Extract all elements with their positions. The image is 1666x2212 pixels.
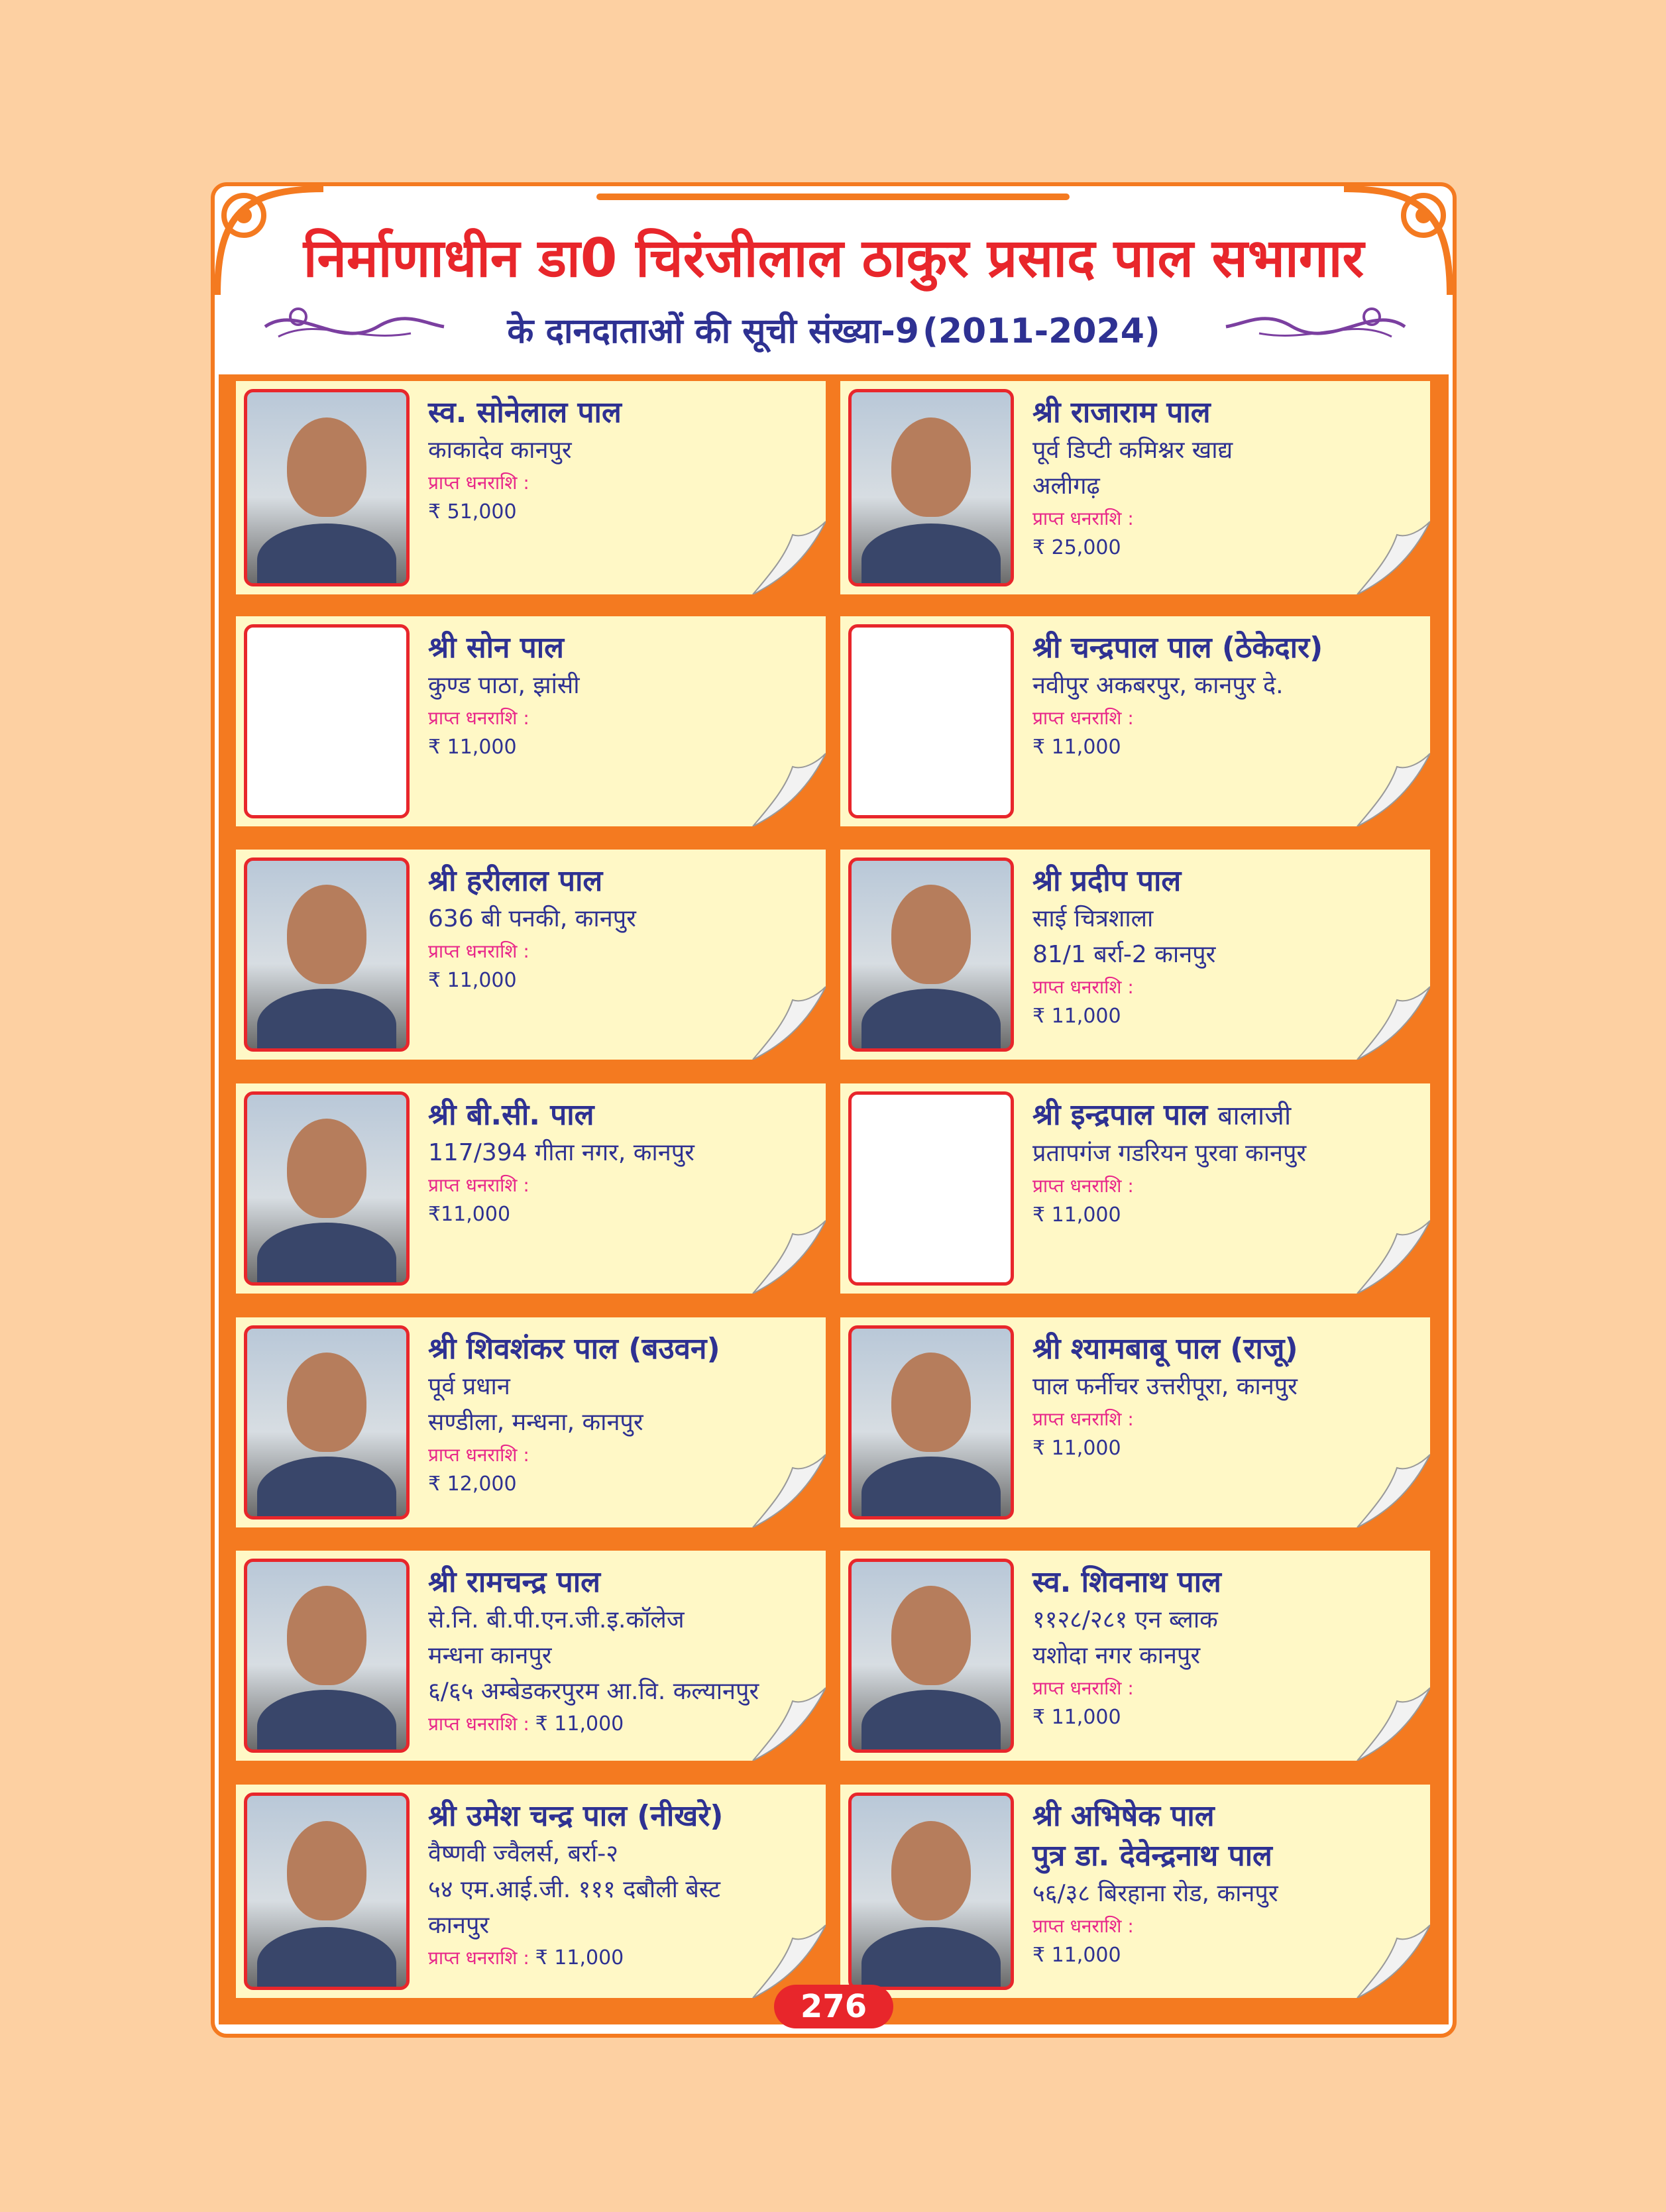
donor-address-line: पाल फर्नीचर उत्तरीपूरा, कानपुर — [1032, 1373, 1298, 1400]
donor-address-line: प्रतापगंज गडरियन पुरवा कानपुर — [1032, 1140, 1307, 1167]
donor-name-text: श्री सोन पाल — [428, 631, 564, 665]
donor-name — [1032, 861, 1423, 901]
donor-name — [1032, 1797, 1423, 1836]
amount-value: ₹ 11,000 — [1032, 1203, 1121, 1227]
donor-name — [428, 1095, 819, 1135]
person-head-icon — [287, 1821, 366, 1920]
amount-value: ₹11,000 — [428, 1203, 511, 1226]
donor-photo — [848, 389, 1014, 586]
donor-card — [236, 1317, 826, 1527]
person-torso-icon — [861, 989, 1001, 1052]
page-curl-icon — [740, 740, 826, 826]
page-curl-icon — [1344, 973, 1430, 1060]
amount-label: प्राप्त धनराशि : — [428, 707, 529, 729]
person-head-icon — [287, 1119, 366, 1218]
donor-name — [1032, 1563, 1423, 1602]
donor-card — [840, 1551, 1430, 1761]
donor-address-line: पूर्व डिप्टी कमिश्नर खाद्य — [1032, 437, 1233, 464]
amount-value: ₹ 51,000 — [428, 500, 517, 524]
person-head-icon — [891, 1821, 971, 1920]
donor-address-line: कुण्ड पाठा, झांसी — [428, 672, 580, 699]
donor-card — [840, 1317, 1430, 1527]
donor-card — [840, 1083, 1430, 1294]
donor-card — [236, 1785, 826, 1998]
donor-name-text: श्री इन्द्रपाल पाल — [1032, 1098, 1208, 1132]
donor-address-line: ११२८/२८१ एन ब्लाक — [1032, 1606, 1218, 1633]
amount-label: प्राप्त धनराशि : — [1032, 1915, 1134, 1937]
amount-value: ₹ 11,000 — [1032, 1005, 1121, 1028]
person-head-icon — [891, 885, 971, 984]
amount-label: प्राप्त धनराशि : — [428, 1947, 529, 1969]
donor-name-text: श्री उमेश चन्द्र पाल (नीखरे) — [428, 1799, 724, 1833]
donor-name-text: श्री हरीलाल पाल — [428, 864, 603, 898]
donor-card — [236, 616, 826, 826]
subtitle-years: (2011-2024) — [922, 311, 1160, 351]
amount-label: प्राप्त धनराशि : — [1032, 1175, 1134, 1197]
donor-address-line: यशोदा नगर कानपुर — [1032, 1642, 1201, 1669]
person-head-icon — [891, 1586, 971, 1685]
page-curl-icon — [740, 1207, 826, 1294]
donor-name-text: श्री रामचन्द्र पाल — [428, 1565, 601, 1599]
donor-name — [428, 1563, 819, 1602]
amount-label: प्राप्त धनराशि : — [1032, 707, 1134, 729]
page-curl-icon — [1344, 1912, 1430, 1998]
person-torso-icon — [861, 1690, 1001, 1753]
page-number: 276 — [774, 1985, 893, 2028]
donor-name-text: श्री श्यामबाबू पाल (राजू) — [1032, 1332, 1298, 1366]
person-head-icon — [287, 1586, 366, 1685]
amount-value: ₹ 11,000 — [535, 1946, 624, 1969]
donor-photo — [848, 1325, 1014, 1520]
donor-address-line: से.नि. बी.पी.एन.जी.इ.कॉलेज — [428, 1606, 685, 1633]
page-curl-icon — [1344, 740, 1430, 826]
donor-card — [840, 381, 1430, 594]
amount-label: प्राप्त धनराशि : — [1032, 1677, 1134, 1699]
donor-photo — [848, 857, 1014, 1052]
donor-address-line: 81/1 बर्रा-2 कानपुर — [1032, 941, 1216, 968]
page-curl-icon — [740, 508, 826, 594]
donor-photo — [244, 1559, 410, 1753]
donor-name — [428, 861, 819, 901]
donor-address-line: 636 बी पनकी, कानपुर — [428, 905, 636, 932]
amount-value: ₹ 11,000 — [428, 736, 517, 759]
person-head-icon — [287, 1353, 366, 1452]
donor-name — [428, 1329, 819, 1369]
person-torso-icon — [861, 1457, 1001, 1520]
donor-address-line: साई चित्रशाला — [1032, 905, 1154, 932]
donor-photo — [848, 1793, 1014, 1990]
donor-photo-placeholder — [848, 1091, 1014, 1286]
donor-address-line: 117/394 गीता नगर, कानपुर — [428, 1139, 694, 1166]
donor-photo — [244, 1325, 410, 1520]
donor-info — [428, 393, 819, 527]
header-rule — [596, 194, 1070, 200]
donor-name — [1032, 628, 1423, 668]
amount-value: ₹ 11,000 — [1032, 736, 1121, 759]
donor-card — [236, 850, 826, 1060]
donor-name — [428, 393, 819, 433]
page-curl-icon — [1344, 1207, 1430, 1294]
donor-photo-placeholder — [848, 624, 1014, 818]
page-curl-icon — [1344, 508, 1430, 594]
donor-card — [236, 381, 826, 594]
donor-name-text: श्री प्रदीप पाल — [1032, 864, 1182, 898]
amount-label: प्राप्त धनराशि : — [1032, 1408, 1134, 1430]
person-torso-icon — [257, 989, 396, 1052]
amount-value: ₹ 25,000 — [1032, 536, 1121, 559]
donor-address-line: काकादेव कानपुर — [428, 437, 572, 464]
page-curl-icon — [1344, 1441, 1430, 1527]
person-head-icon — [287, 417, 366, 517]
donor-address-line: कानपुर — [428, 1912, 490, 1939]
donor-name-text: श्री राजाराम पाल — [1032, 396, 1211, 429]
donor-name-text: श्री चन्द्रपाल पाल (ठेकेदार) — [1032, 631, 1323, 665]
person-torso-icon — [861, 524, 1001, 586]
page-curl-icon — [740, 1441, 826, 1527]
donor-name-suffix: बालाजी — [1217, 1101, 1292, 1131]
amount-value: ₹ 12,000 — [428, 1472, 517, 1496]
amount-label: प्राप्त धनराशि : — [1032, 508, 1134, 529]
donor-photo — [848, 1559, 1014, 1753]
donor-address-line: ५४ एम.आई.जी. १११ दबौली बेस्ट — [428, 1876, 721, 1903]
donor-name — [1032, 393, 1423, 433]
page-curl-icon — [740, 1675, 826, 1761]
donor-address-line: पूर्व प्रधान — [428, 1373, 510, 1400]
page-curl-icon — [740, 973, 826, 1060]
amount-value: ₹ 11,000 — [1032, 1944, 1121, 1967]
amount-label: प्राप्त धनराशि : — [428, 472, 529, 494]
donor-photo — [244, 1793, 410, 1990]
amount-label: प्राप्त धनराशि : — [1032, 976, 1134, 998]
donor-address-line: सण्डीला, मन्धना, कानपुर — [428, 1409, 643, 1436]
person-torso-icon — [257, 1457, 396, 1520]
donor-photo-placeholder — [244, 624, 410, 818]
donor-address-line: ५६/३८ बिरहाना रोड, कानपुर — [1032, 1880, 1278, 1907]
subtitle: के दानदाताओं की सूची संख्या-9 — [507, 311, 919, 351]
person-torso-icon — [257, 1690, 396, 1753]
donor-name — [428, 1797, 819, 1836]
amount-label: प्राप्त धनराशि : — [428, 940, 529, 962]
donor-card — [236, 1551, 826, 1761]
amount-value: ₹ 11,000 — [428, 969, 517, 992]
donor-name-text: श्री अभिषेक पाल — [1032, 1799, 1215, 1833]
donor-photo — [244, 1091, 410, 1286]
person-torso-icon — [257, 1223, 396, 1286]
donor-address-line: वैष्णवी ज्वैलर्स, बर्रा-२ — [428, 1840, 618, 1867]
amount-value: ₹ 11,000 — [1032, 1706, 1121, 1729]
donor-name-line2: पुत्र डा. देवेन्द्रनाथ पाल — [1032, 1839, 1272, 1873]
amount-label: प्राप्त धनराशि : — [428, 1174, 529, 1196]
amount-label: प्राप्त धनराशि : — [428, 1713, 529, 1735]
donor-address-line: मन्धना कानपुर — [428, 1642, 552, 1669]
donor-name-text: श्री शिवशंकर पाल (बउवन) — [428, 1332, 720, 1366]
donor-address-line: अलीगढ़ — [1032, 472, 1100, 500]
donor-card — [840, 1785, 1430, 1998]
donor-card — [236, 1083, 826, 1294]
donor-address-line: ६/६५ अम्बेडकरपुरम आ.वि. कल्यानपुर — [428, 1678, 759, 1705]
amount-value: ₹ 11,000 — [535, 1712, 624, 1736]
person-head-icon — [891, 1353, 971, 1452]
donor-name-text: स्व. सोनेलाल पाल — [428, 396, 622, 429]
donor-card — [840, 850, 1430, 1060]
donor-photo — [244, 857, 410, 1052]
person-torso-icon — [257, 1927, 396, 1990]
donor-photo — [244, 389, 410, 586]
subtitle-row — [219, 302, 1449, 361]
person-torso-icon — [861, 1927, 1001, 1990]
donor-card — [840, 616, 1430, 826]
amount-value: ₹ 11,000 — [1032, 1437, 1121, 1460]
donor-name-text: स्व. शिवनाथ पाल — [1032, 1565, 1221, 1599]
person-head-icon — [287, 885, 366, 984]
donor-name — [428, 628, 819, 668]
donor-name-text: श्री बी.सी. पाल — [428, 1098, 594, 1132]
page-curl-icon — [1344, 1675, 1430, 1761]
amount-label: प्राप्त धनराशि : — [428, 1444, 529, 1466]
donor-name — [1032, 1329, 1423, 1369]
person-torso-icon — [257, 524, 396, 586]
person-head-icon — [891, 417, 971, 517]
donor-address-line: नवीपुर अकबरपुर, कानपुर दे. — [1032, 672, 1284, 699]
donor-name — [1032, 1095, 1423, 1136]
page-title: निर्माणाधीन डा0 चिरंजीलाल ठाकुर प्रसाद पाल सभागार — [303, 227, 1364, 289]
